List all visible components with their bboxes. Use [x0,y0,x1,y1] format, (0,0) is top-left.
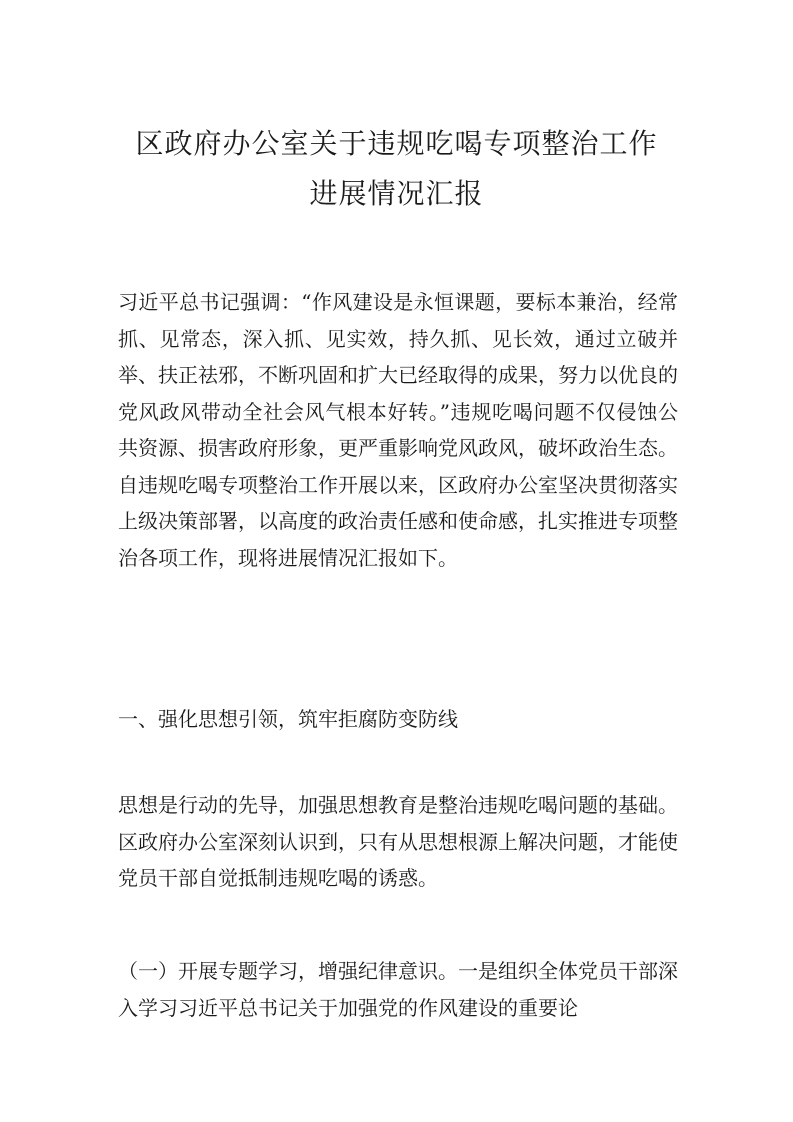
document-title-line-2: 进展情况汇报 [309,177,484,210]
intro-paragraph: 习近平总书记强调：“作风建设是永恒课题，要标本兼治，经常抓、见常态，深入抓、见实效，持久抓、见长效，通过立破并举、扶正祛邪，不断巩固和扩大已经取得的成果，努力以优良的党风政风带动全社会风气根本好转。”违规吃喝问题不仅侵蚀公共资源、损害政府形象，更严重影响党风政风，破坏政治生态。自违规吃喝专项整治工作开展以来，区政府办公室坚决贯彻落实上级决策部署，以高度的政治责任感和使命感，扎实推进专项整治各项工作，现将进展情况汇报如下。 [118,290,678,570]
document-title-line-1: 区政府办公室关于违规吃喝专项整治工作 [135,127,658,160]
section-heading: 一、强化思想引领，筑牢拒腐防变防线 [118,707,458,731]
section-body-paragraph: 思想是行动的先导，加强思想教育是整治违规吃喝问题的基础。区政府办公室深刻认识到，只有从思想根源上解决问题，才能使党员干部自觉抵制违规吃喝的诱惑。 [118,793,678,890]
subsection-paragraph: （一）开展专题学习，增强纪律意识。一是组织全体党员干部深入学习习近平总书记关于加强党的作风建设的重要论 [118,959,678,1020]
